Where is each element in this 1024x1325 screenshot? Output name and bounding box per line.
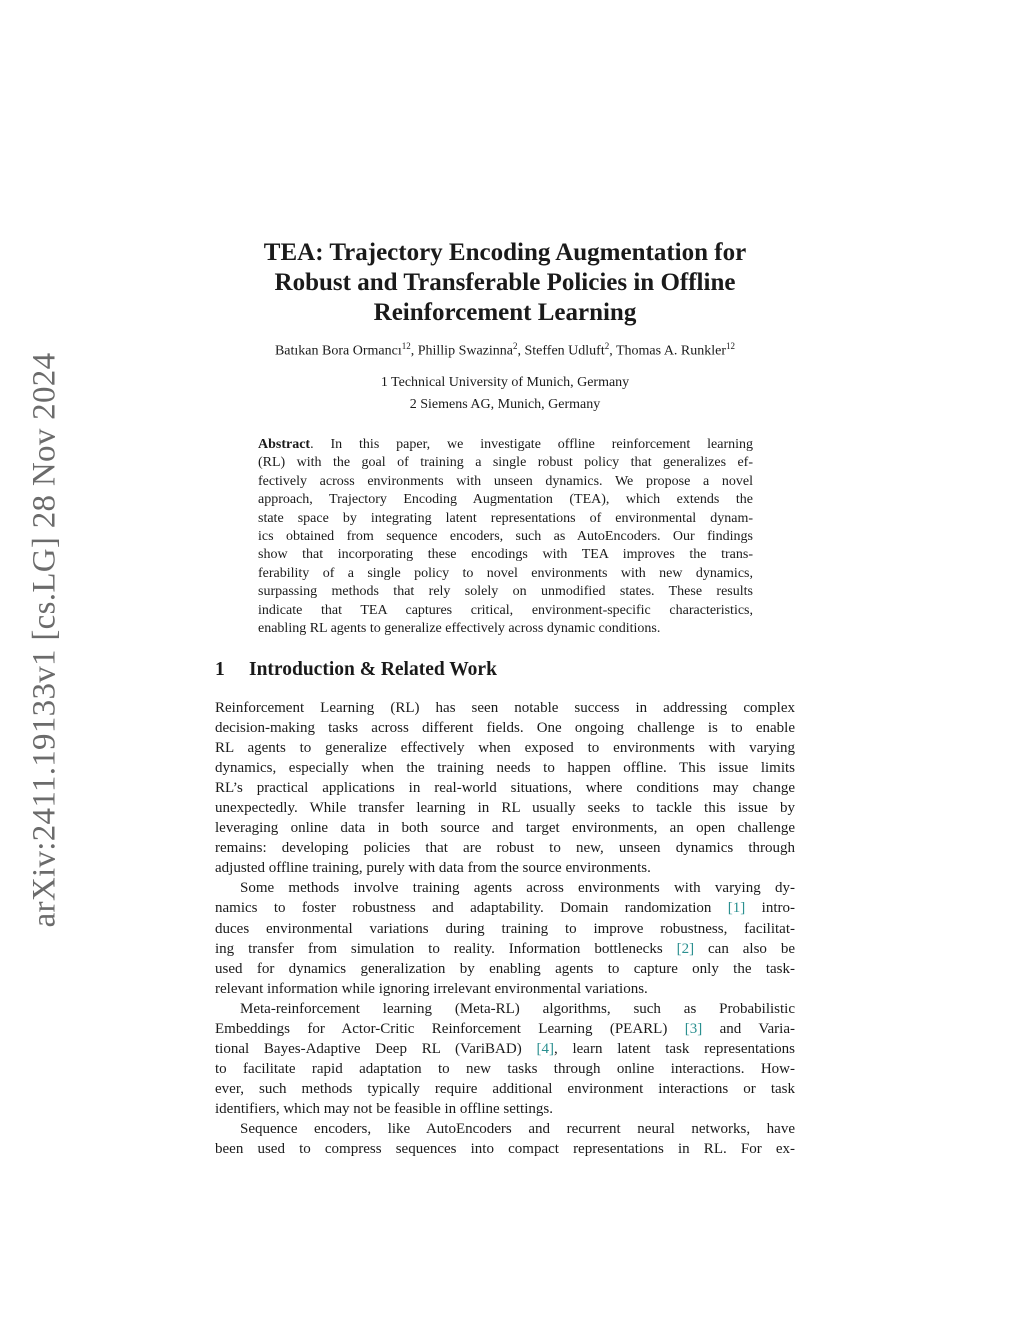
body-line: remains: developing policies that are robust to new, unseen dynamics through xyxy=(215,840,795,857)
citation-link[interactable]: [1] xyxy=(727,900,746,917)
author-affiliation-mark: 12 xyxy=(401,341,411,351)
author-name: Batıkan Bora Ormancı xyxy=(274,343,402,359)
body-line: Embeddings for Actor-Critic Reinforcement Learning (PEARL) [3] and Varia- xyxy=(215,1020,795,1037)
abstract-text: . In this paper, we investigate offline reinforcement learning xyxy=(310,437,753,452)
abstract-line: ics obtained from sequence encoders, such as AutoEncoders. Our findings xyxy=(258,528,753,544)
body-line: dynamics, especially when the training needs to happen offline. This issue limits xyxy=(215,760,795,777)
abstract-line: (RL) with the goal of training a single robust policy that generalizes ef- xyxy=(258,455,753,471)
body-line: leveraging online data in both source and target environments, an open challenge xyxy=(215,820,795,837)
affiliation: 2 Siemens AG, Munich, Germany xyxy=(409,397,601,412)
title-line: Reinforcement Learning xyxy=(373,299,637,326)
section-number: 1 xyxy=(215,659,225,680)
citation-link[interactable]: [4] xyxy=(536,1040,554,1057)
body-line: tional Bayes-Adaptive Deep RL (VariBAD) [4], learn latent task representations xyxy=(215,1040,795,1057)
abstract-line: ferability of a single policy to novel environments with new dynamics, xyxy=(258,565,753,581)
body-line: unexpectedly. While transfer learning in RL usually seeks to tackle this issue by xyxy=(215,800,795,817)
author-affiliation-mark: 2 xyxy=(604,341,610,351)
abstract xyxy=(258,436,753,638)
body-line: relevant information while ignoring irrelevant environmental variations. xyxy=(215,980,648,997)
section-title: Introduction & Related Work xyxy=(249,659,497,680)
abstract-line: enabling RL agents to generalize effectively across dynamic conditions. xyxy=(258,620,661,636)
author-affiliation-mark: 12 xyxy=(726,341,736,351)
author-name: Steffen Udluft xyxy=(524,343,605,359)
body-line: Meta-reinforcement learning (Meta-RL) algorithms, such as Probabilistic xyxy=(240,1000,795,1017)
body-line: decision-making tasks across different fields. One ongoing challenge is to enable xyxy=(215,720,795,737)
body-line: RL’s practical applications in real-world situations, where conditions may change xyxy=(215,780,795,797)
author-name: Phillip Swazinna xyxy=(417,343,513,359)
body-text xyxy=(215,698,795,1159)
body-line: namics to foster robustness and adaptability. Domain randomization [1] intro- xyxy=(215,900,795,917)
author-list: Batıkan Bora Ormancı$^{12}$, Phillip Swazinna$^2$, Steffen Udluft$^2$, Thomas A. Runkler$^{12}$ xyxy=(274,341,736,359)
abstract-line: state space by integrating latent representations of environmental dynam- xyxy=(258,510,753,526)
author-name: Thomas A. Runkler xyxy=(615,343,727,359)
arxiv-identifier: arXiv:2411.19133v1 [cs.LG] 28 Nov 2024 xyxy=(26,352,63,928)
paper-title xyxy=(0,238,1010,328)
body-line: identifiers, which may not be feasible in offline settings. xyxy=(215,1100,553,1117)
body-line: duces environmental variations during training to improve robustness, facilitat- xyxy=(215,920,795,937)
citation-link[interactable]: [2] xyxy=(676,940,695,957)
section-heading xyxy=(215,659,497,681)
abstract-line: approach, Trajectory Encoding Augmentation (TEA), which extends the xyxy=(258,492,753,508)
abstract-line: show that incorporating these encodings with TEA improves the trans- xyxy=(258,547,753,563)
body-line: adjusted offline training, purely with data from the source environments. xyxy=(215,860,651,877)
abstract-line xyxy=(258,436,753,454)
author-affiliation-mark: 2 xyxy=(513,341,518,351)
title-line: TEA: Trajectory Encoding Augmentation for xyxy=(263,239,747,266)
body-line: used for dynamics generalization by enabling agents to capture only the task- xyxy=(215,960,795,977)
body-line: RL agents to generalize effectively when exposed to environments with varying xyxy=(215,740,795,757)
body-line: to facilitate rapid adaptation to new tasks through online interactions. How- xyxy=(215,1060,795,1077)
body-line: ing transfer from simulation to reality. Information bottlenecks [2] can also be xyxy=(215,940,795,957)
abstract-line: fectively across environments with unseen dynamics. We propose a novel xyxy=(258,473,753,489)
body-line: ever, such methods typically require additional environment interactions or task xyxy=(215,1080,795,1097)
citation-link[interactable]: [3] xyxy=(684,1020,703,1037)
body-line: Some methods involve training agents across environments with varying dy- xyxy=(240,880,795,897)
body-line: been used to compress sequences into compact representations in RL. For ex- xyxy=(215,1141,795,1158)
title-line: Robust and Transferable Policies in Offline xyxy=(274,269,736,296)
abstract-label: Abstract xyxy=(258,437,311,452)
affiliation: 1 Technical University of Munich, Germany xyxy=(380,375,630,390)
abstract-line: indicate that TEA captures critical, environment-specific characteristics, xyxy=(258,602,753,618)
abstract-line: surpassing methods that rely solely on unmodified states. These results xyxy=(258,584,753,600)
body-line: Sequence encoders, like AutoEncoders and recurrent neural networks, have xyxy=(240,1120,795,1137)
body-line: Reinforcement Learning (RL) has seen notable success in addressing complex xyxy=(215,700,795,716)
